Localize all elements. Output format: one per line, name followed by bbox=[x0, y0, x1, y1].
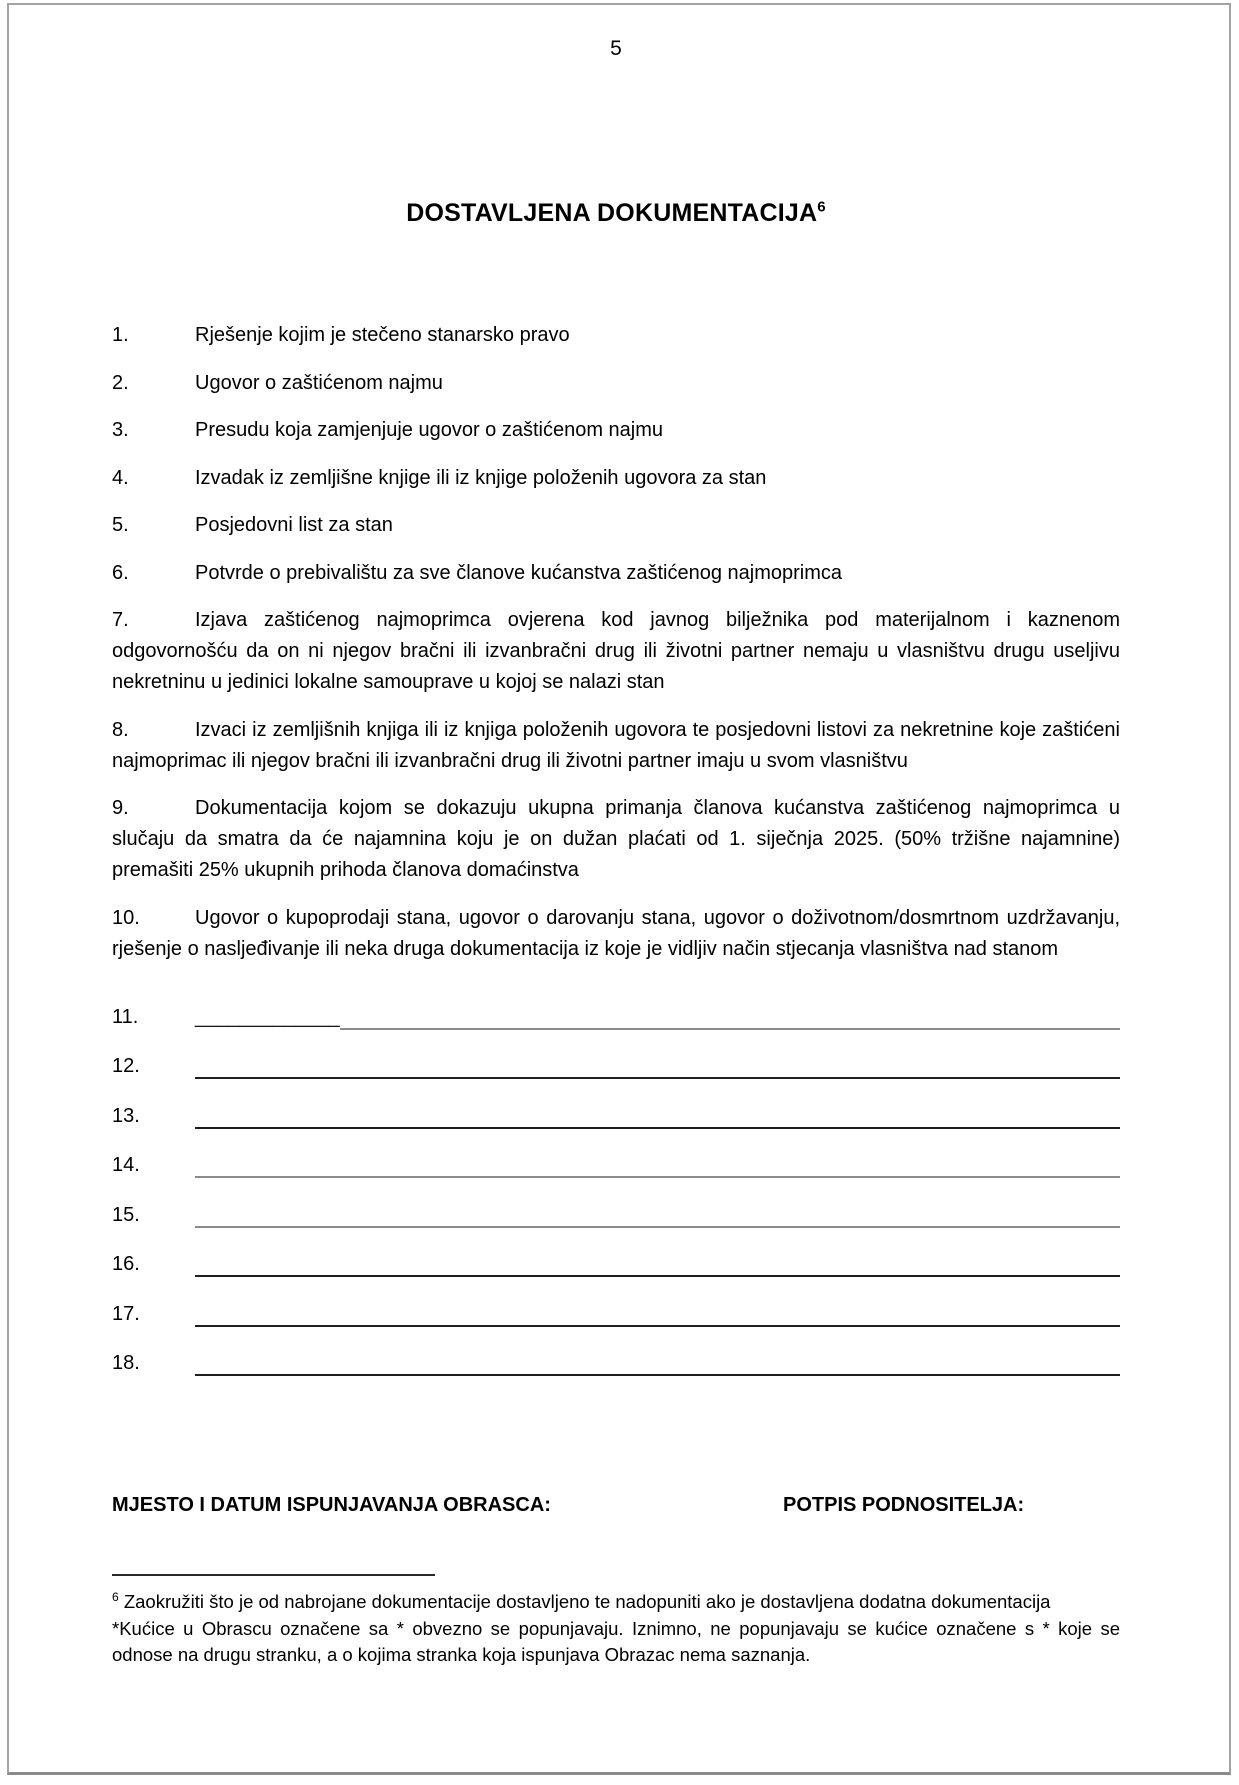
fill-in-row bbox=[112, 1051, 1120, 1082]
document-list-item bbox=[112, 415, 1120, 446]
item-number: 4. bbox=[112, 466, 129, 489]
footnote bbox=[112, 1589, 1120, 1669]
fill-in-row bbox=[112, 1348, 1120, 1379]
fill-in-row bbox=[112, 1101, 1120, 1132]
footnote-reference: 6 bbox=[817, 198, 826, 216]
item-text: Posjedovni list za stan bbox=[195, 514, 393, 536]
footnote-text bbox=[112, 1589, 1120, 1616]
item-number: 1. bbox=[112, 324, 129, 346]
item-number: 6. bbox=[112, 561, 129, 584]
item-number: 14. bbox=[112, 1154, 140, 1176]
fill-in-blank[interactable] bbox=[195, 1249, 1120, 1277]
item-text: Ugovor o kupoprodaji stana, ugovor o darovanju stana, ugovor o doživotnom/dosmrtnom uzdržavanju, rješenje o nasljeđivanje ili neka druga dokumentacija iz koje je vidljiv način stjecanja vlasništva nad stanom bbox=[112, 906, 1120, 960]
item-text: Izvadak iz zemljišne knjige ili iz knjige položenih ugovora za stan bbox=[195, 466, 767, 489]
page-number: 5 bbox=[610, 37, 622, 60]
fill-in-line[interactable] bbox=[195, 1002, 1120, 1033]
form-page bbox=[7, 3, 1231, 1775]
item-number: 3. bbox=[112, 419, 129, 441]
document-list-item bbox=[112, 368, 1120, 399]
fill-in-row bbox=[112, 1200, 1120, 1231]
fill-in-blank[interactable] bbox=[340, 1002, 1120, 1030]
fill-in-row bbox=[112, 1249, 1120, 1280]
fill-in-blank[interactable] bbox=[195, 1101, 1120, 1129]
place-date-label: MJESTO I DATUM ISPUNJAVANJA OBRASCA: bbox=[112, 1494, 551, 1516]
footnote-asterisk-note: *Kućice u Obrascu označene sa * obvezno se popunjavaju. Iznimno, ne popunjavaju se kućice označene s * koje se odnose na drugu stranku, a o kojima stranka koja ispunjava Obrazac nema saznanja. bbox=[112, 1617, 1120, 1665]
fill-in-blank[interactable] bbox=[195, 1150, 1120, 1178]
fill-in-blank[interactable] bbox=[195, 1299, 1120, 1327]
fill-in-line[interactable] bbox=[195, 1051, 1120, 1082]
item-number: 15. bbox=[112, 1203, 140, 1226]
footnote-separator-rule bbox=[112, 1574, 435, 1576]
page-content bbox=[112, 37, 1120, 1669]
item-text: Rješenje kojim je stečeno stanarsko pravo bbox=[195, 324, 570, 346]
item-number: 17. bbox=[112, 1302, 140, 1325]
item-text: Izjava zaštićenog najmoprimca ovjerena kod javnog bilježnika pod materijalnom i kaznenom odgovornošću da on ni njegov bračni ili izvanbračni drug ili životni partner nemaju u vlasništvu drugu useljivu nekretninu u jedinici lokalne samouprave u kojoj se nalazi stan bbox=[112, 609, 1120, 693]
item-number: 9. bbox=[112, 797, 129, 819]
fill-in-row bbox=[112, 1299, 1120, 1330]
fill-in-blank[interactable] bbox=[195, 1051, 1120, 1079]
item-number: 16. bbox=[112, 1253, 140, 1275]
fill-in-line[interactable] bbox=[195, 1200, 1120, 1231]
item-number: 8. bbox=[112, 718, 129, 741]
fill-in-line[interactable] bbox=[195, 1299, 1120, 1330]
document-list-item bbox=[112, 510, 1120, 541]
document-list-item bbox=[112, 463, 1120, 494]
document-list-item bbox=[112, 558, 1120, 589]
item-text: Presudu koja zamjenjuje ugovor o zaštićenom najmu bbox=[195, 419, 664, 441]
item-text: Ugovor o zaštićenom najmu bbox=[195, 371, 443, 394]
fill-in-row bbox=[112, 1150, 1120, 1181]
document-list-item bbox=[112, 715, 1120, 777]
item-text: Izvaci iz zemljišnih knjiga ili iz knjiga položenih ugovora te posjedovni listovi za nekretnine koje zaštićeni najmoprimac ili njegov bračni ili izvanbračni drug ili životni partner imaju u svom vlasništvu bbox=[112, 718, 1120, 772]
fill-in-row bbox=[112, 1002, 1120, 1033]
document-list-item bbox=[112, 320, 1120, 351]
signature-label: POTPIS PODNOSITELJA: bbox=[783, 1494, 1025, 1516]
footnote-text-body: Zaokružiti što je od nabrojane dokumentacije dostavljeno te nadopuniti ako je dostavljena dodatna dokumentacija bbox=[123, 1591, 1051, 1612]
item-number: 13. bbox=[112, 1104, 140, 1127]
footnote-number: 6 bbox=[112, 1589, 119, 1604]
additional-documentation-list bbox=[112, 1002, 1120, 1380]
fill-in-blank[interactable] bbox=[195, 1200, 1120, 1228]
fill-in-line[interactable] bbox=[195, 1150, 1120, 1181]
page-title bbox=[112, 198, 1120, 228]
fill-in-line[interactable] bbox=[195, 1101, 1120, 1132]
fill-in-blank[interactable] bbox=[195, 1348, 1120, 1376]
item-number: 18. bbox=[112, 1352, 140, 1374]
signature-row bbox=[112, 1490, 1120, 1521]
page-title-text: DOSTAVLJENA DOKUMENTACIJA bbox=[406, 199, 818, 227]
item-text: Dokumentacija kojom se dokazuju ukupna primanja članova kućanstva zaštićenog najmoprimca u slučaju da smatra da će najamnina koju je on dužan plaćati od 1. siječnja 2025. (50% tržišne najamnine) premašiti 25% ukupnih prihoda članova domaćinstva bbox=[112, 797, 1120, 881]
item-number: 5. bbox=[112, 514, 129, 536]
item-text: Potvrde o prebivalištu za sve članove kućanstva zaštićenog najmoprimca bbox=[195, 561, 842, 584]
document-list-item bbox=[112, 903, 1120, 965]
documentation-list bbox=[112, 320, 1120, 965]
document-list-item bbox=[112, 605, 1120, 698]
document-list-item bbox=[112, 793, 1120, 886]
item-number: 10. bbox=[112, 906, 140, 929]
typed-underscores: _____________ bbox=[195, 1005, 340, 1028]
item-number: 7. bbox=[112, 609, 129, 631]
fill-in-line[interactable] bbox=[195, 1249, 1120, 1280]
fill-in-line[interactable] bbox=[195, 1348, 1120, 1379]
item-number: 12. bbox=[112, 1055, 140, 1077]
item-number: 2. bbox=[112, 371, 129, 394]
item-number: 11. bbox=[112, 1005, 139, 1028]
